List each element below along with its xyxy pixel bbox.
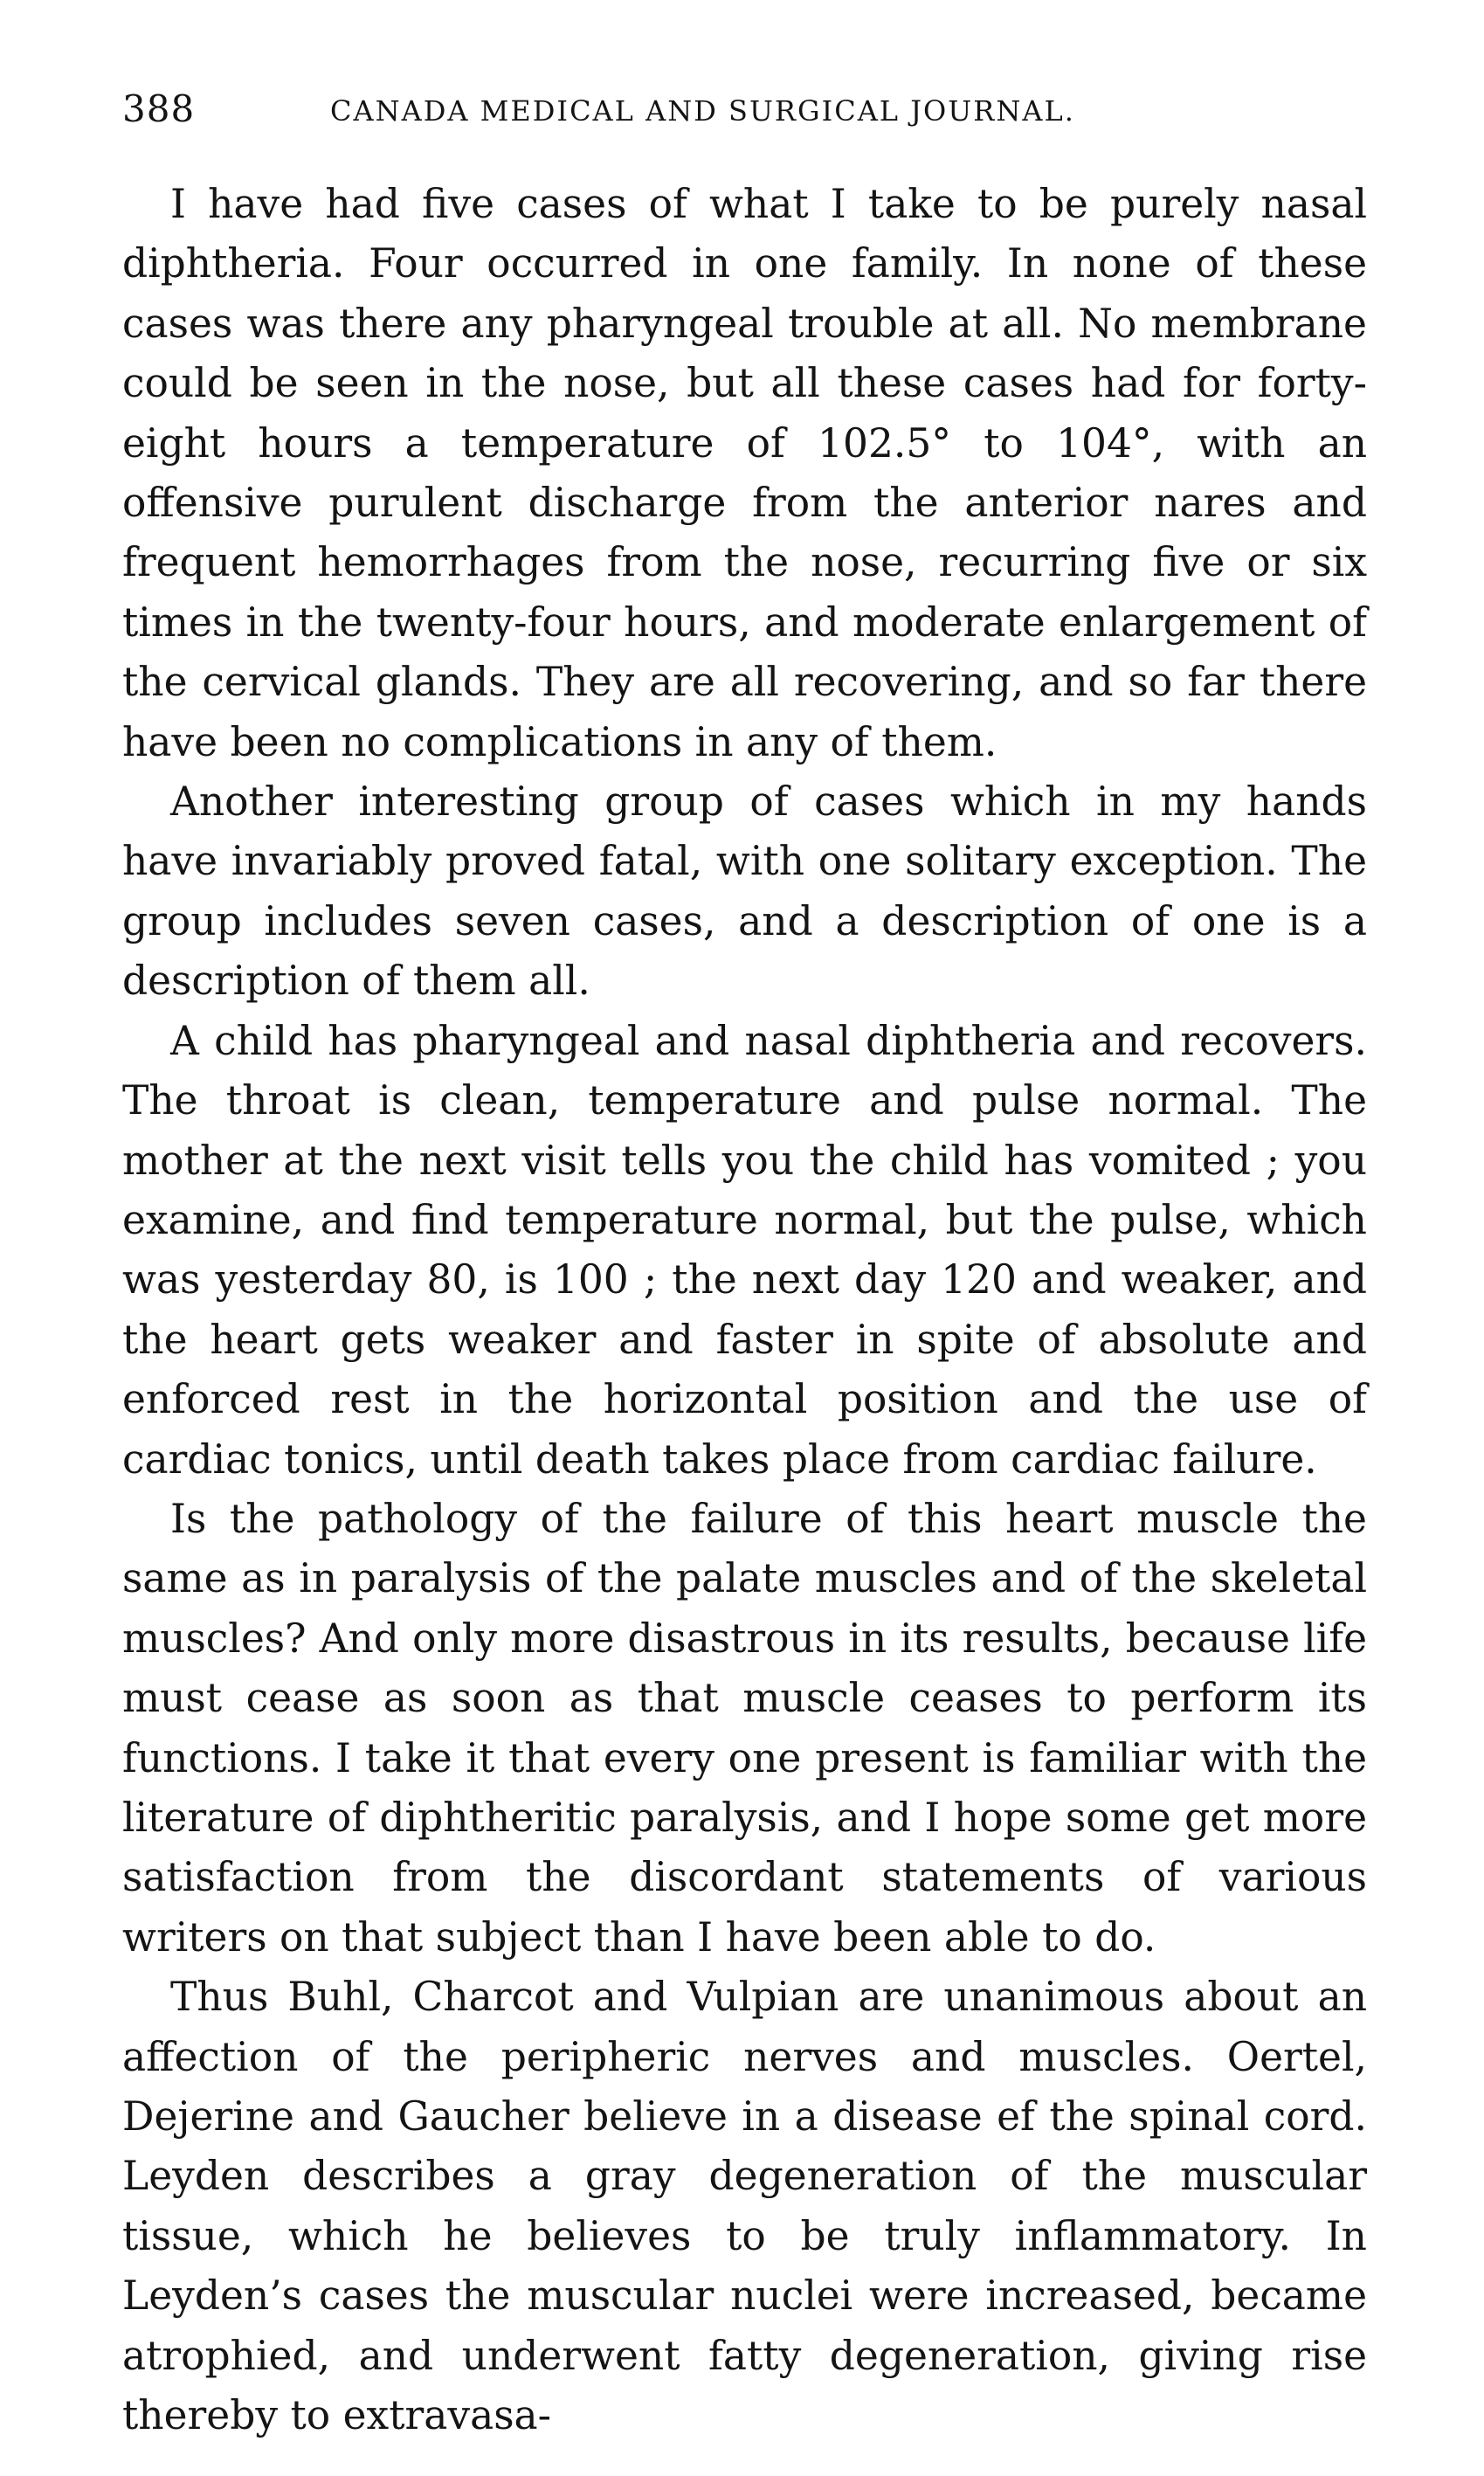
paragraph-case-description: A child has pharyngeal and nasal diphtheria and recovers. The throat is clean, temperature and pulse normal. The mother at the next visit tells you the child has vomited ; you examine, and find temperature normal, but the pulse, which was yesterday 80, is 100 ; the next day 120 and weaker, and the heart gets weaker and faster in spite of absolute and enforced rest in the horizontal position and the use of cardiac tonics, until death takes place from cardiac failure.: [122, 1017, 1367, 1483]
paragraph-fatal-group: Another interesting group of cases which in my hands have invariably proved fatal, with one solitary exception. The group includes seven cases, and a description of one is a description of them all.: [122, 778, 1367, 1005]
body-text: [122, 175, 1367, 2445]
paragraph-nasal-diphtheria: I have had five cases of what I take to be purely nasal diphtheria. Four occurred in one family. In none of these cases was there any pharyngeal trouble at all. No membrane could be seen in the nose, but all these cases had for forty-eight hours a temperature of 102.5° to 104°, with an offensive purulent discharge from the anterior nares and frequent hemorrhages from the nose, recurring five or six times in the twenty-four hours, and moderate enlargement of the cervical glands. They are all recovering, and so far there have been no complications in any of them.: [122, 181, 1367, 765]
page-header: [122, 87, 1363, 140]
paragraph-heart-pathology: Is the pathology of the failure of this heart muscle the same as in paralysis of the palate muscles and of the skeletal muscles? And only more disastrous in its results, because life must cease as soon as that muscle ceases to perform its functions. I take it that every one present is familiar with the literature of diphtheritic paralysis, and I hope some get more satisfaction from the discordant statements of various writers on that subject than I have been able to do.: [122, 1495, 1367, 1961]
page-number: 388: [122, 87, 196, 130]
paragraph-authorities: Thus Buhl, Charcot and Vulpian are unanimous about an affection of the peripheric nerves and muscles. Oertel, Dejerine and Gaucher believe in a disease ef the spinal cord. Leyden describes a gray degeneration of the muscular tissue, which he believes to be truly inflammatory. In Leyden’s cases the muscular nuclei were increased, became atrophied, and underwent fatty degeneration, giving rise thereby to extravasa-: [122, 1974, 1367, 2439]
running-head: CANADA MEDICAL AND SURGICAL JOURNAL.: [330, 94, 1075, 128]
